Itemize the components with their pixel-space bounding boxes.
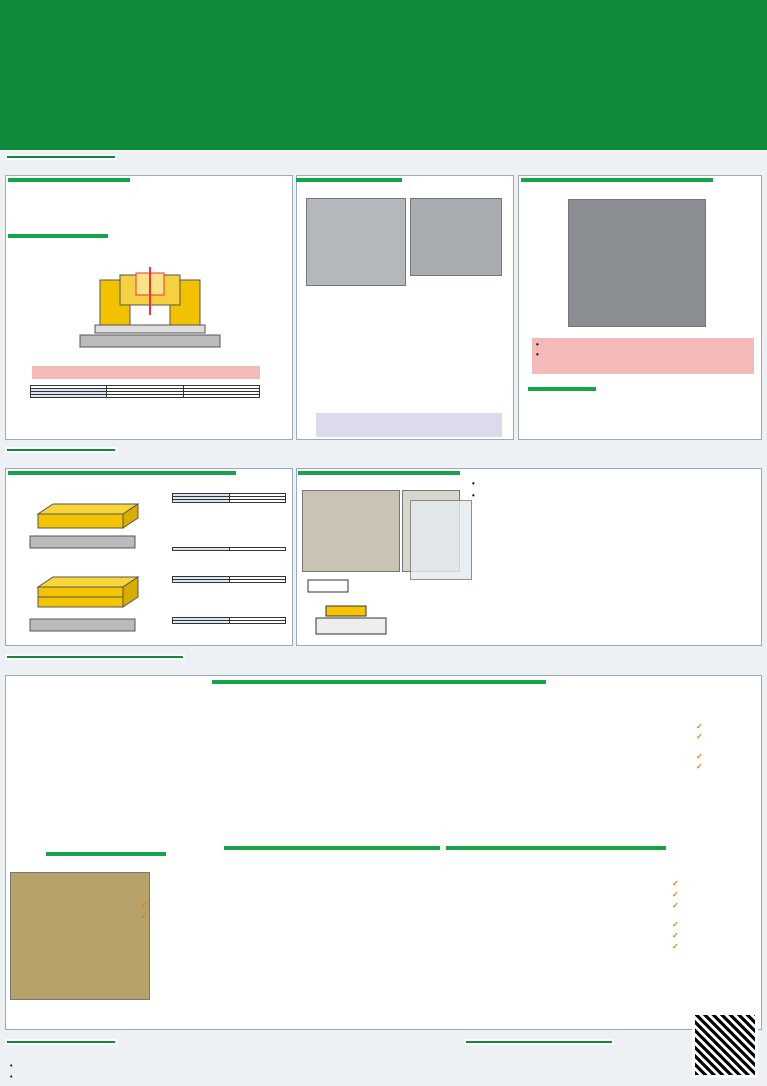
section-experimental bbox=[5, 447, 117, 453]
dl-schematic bbox=[8, 573, 173, 639]
conclusions-text: • • bbox=[10, 1063, 13, 1081]
qr-code-icon bbox=[692, 1012, 758, 1078]
materials-table bbox=[30, 385, 260, 398]
param-table bbox=[172, 493, 286, 503]
table-row bbox=[173, 548, 286, 551]
height-profile-charts bbox=[8, 700, 690, 838]
table-row bbox=[173, 621, 286, 624]
section-results bbox=[5, 654, 185, 660]
table-row bbox=[173, 580, 286, 583]
section-acknowledgement bbox=[464, 1039, 614, 1045]
longterm-title bbox=[521, 178, 713, 182]
table-row bbox=[31, 395, 260, 398]
sl-schematic bbox=[8, 500, 173, 560]
sem-image-cantilever bbox=[410, 198, 502, 276]
height-difference-chart bbox=[300, 286, 470, 410]
longterm-bullets: • • bbox=[532, 338, 754, 374]
vibration-setup-diagram bbox=[306, 578, 396, 640]
om-image bbox=[410, 500, 472, 580]
method-bullets: • • bbox=[472, 479, 475, 500]
stab5-title bbox=[224, 846, 440, 850]
section-introduction bbox=[5, 154, 117, 160]
vibration-title bbox=[298, 471, 460, 475]
dl3-table bbox=[172, 576, 286, 583]
sem-image-array bbox=[306, 198, 406, 286]
tiau-title bbox=[296, 178, 402, 182]
stability-chart-1e7 bbox=[446, 864, 662, 1024]
section-conclusions bbox=[5, 1039, 117, 1045]
mems-diagram bbox=[60, 265, 230, 365]
tiau-note bbox=[316, 413, 502, 437]
stability-chart-1e5 bbox=[224, 864, 440, 1024]
mems-question bbox=[32, 366, 260, 379]
profile-notes: ✓ ✓ ✓ ✓ bbox=[696, 722, 758, 816]
after107-bullets: ✓ ✓ bbox=[140, 900, 148, 921]
poster-header bbox=[0, 0, 767, 150]
density-line bbox=[46, 211, 69, 221]
sl12-table bbox=[172, 547, 286, 551]
sem-image-stopper bbox=[568, 199, 706, 327]
stability-notes: ✓ ✓ ✓ ✓ ✓ ✓ bbox=[672, 879, 679, 951]
objective-title bbox=[528, 387, 596, 391]
table-row bbox=[173, 500, 286, 503]
gold-materials-title bbox=[8, 178, 130, 182]
mems-device-title bbox=[8, 234, 108, 238]
after107-image bbox=[10, 872, 150, 1000]
profile-title bbox=[212, 680, 546, 684]
dl10-table bbox=[172, 617, 286, 624]
vibration-photo-1 bbox=[302, 490, 400, 572]
after107-title bbox=[46, 852, 166, 856]
stab7-title bbox=[446, 846, 666, 850]
schematic-title bbox=[8, 471, 236, 475]
